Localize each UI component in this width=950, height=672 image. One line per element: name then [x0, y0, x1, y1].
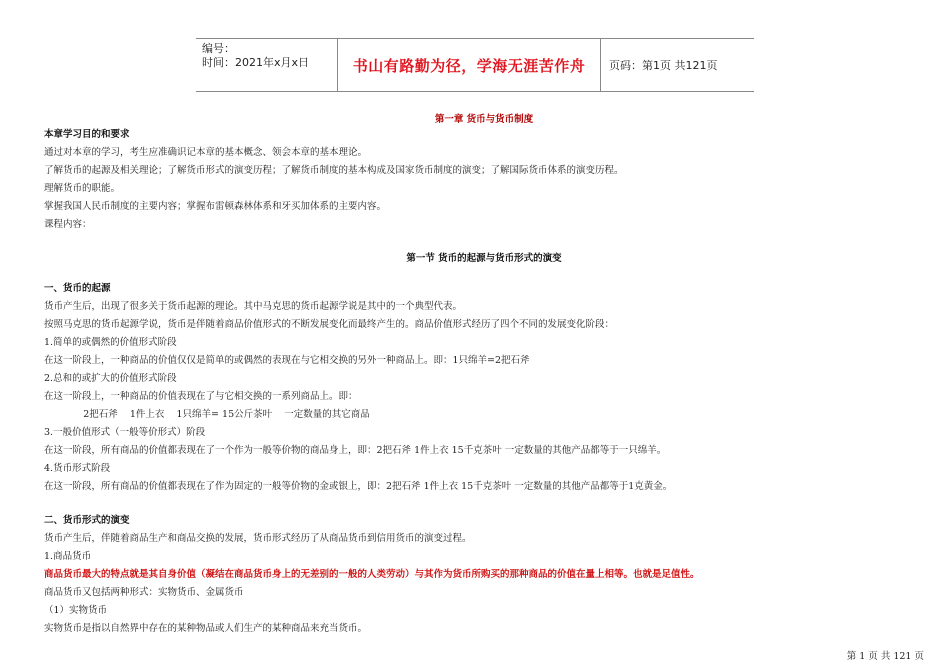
section-title: 第一节 货币的起源与货币形式的演变 [406, 253, 562, 264]
paragraph-line: 1.商品货币 [44, 551, 92, 562]
paragraph-line: （1）实物货币 [44, 605, 108, 616]
paragraph-line: 在这一阶段上，一种商品的价值表现在了与它相交换的一系列商品上。即： [44, 391, 358, 402]
paragraph-line: 在这一阶段上，一种商品的价值仅仅是简单的或偶然的表现在与它相交换的另外一种商品上。即：1只绵羊=2把石斧 [44, 355, 530, 366]
paragraph-line: 按照马克思的货币起源学说，货币是伴随着商品价值形式的不断发展变化而最终产生的。商品价值形式经历了四个不同的发展变化阶段： [44, 319, 615, 330]
intro-line: 理解货币的职能。 [44, 183, 121, 194]
paragraph-line: 在这一阶段，所有商品的价值都表现在了一个作为一般等价物的商品身上，即：2把石斧 1件上衣 15千克茶叶 一定数量的其他产品都等于一只绵羊。 [44, 445, 667, 456]
highlighted-line: 商品货币最大的特点就是其自身价值（凝结在商品货币身上的无差别的一般的人类劳动）与其作为货币所购买的那种商品的价值在量上相等。也就是足值性。 [44, 569, 700, 580]
paragraph-line: 2把石斧 1件上衣 1只绵羊= 15公斤茶叶 一定数量的其它商品 [44, 409, 370, 420]
intro-line: 了解货币的起源及相关理论；了解货币形式的演变历程；了解货币制度的基本构成及国家货币制度的演变；了解国际货币体系的演变历程。 [44, 165, 624, 176]
header-info-cell [196, 39, 338, 91]
paragraph-line: 实物货币是指以自然界中存在的某种物品或人们生产的某种商品来充当货币。 [44, 623, 368, 634]
header-number-label: 编号： [202, 42, 235, 55]
paragraph-line: 3.一般价值形式（一般等价形式）阶段 [44, 427, 206, 438]
goals-heading: 本章学习目的和要求 [44, 129, 130, 140]
header-time-label: 时间：2021年x月x日 [202, 56, 310, 69]
paragraph-line: 货币产生后，伴随着商品生产和商品交换的发展，货币形式经历了从商品货币到信用货币的演变过程。 [44, 533, 472, 544]
chapter-title: 第一章 货币与货币制度 [434, 114, 534, 125]
paragraph-line: 2.总和的或扩大的价值形式阶段 [44, 373, 177, 384]
part2-heading: 二、货币形式的演变 [44, 515, 130, 526]
intro-line: 通过对本章的学习，考生应准确识记本章的基本概念、领会本章的基本理论。 [44, 147, 368, 158]
paragraph-line: 商品货币又包括两种形式：实物货币、金属货币 [44, 587, 244, 598]
paragraph-line: 货币产生后，出现了很多关于货币起源的理论。其中马克思的货币起源学说是其中的一个典型代表。 [44, 301, 463, 312]
page-footer: 第 1 页 共 121 页 [846, 651, 924, 662]
paragraph-line: 4.货币形式阶段 [44, 463, 111, 474]
header-page-code: 页码：第1页 共121页 [609, 59, 718, 72]
intro-line: 掌握我国人民币制度的主要内容；掌握布雷顿森林体系和牙买加体系的主要内容。 [44, 201, 387, 212]
document-header [196, 38, 754, 92]
intro-line: 课程内容： [44, 219, 92, 230]
part1-heading: 一、货币的起源 [44, 283, 111, 294]
paragraph-line: 1.简单的或偶然的价值形式阶段 [44, 337, 177, 348]
paragraph-line: 在这一阶段，所有商品的价值都表现在了作为固定的一般等价物的金或银上，即：2把石斧 1件上衣 15千克茶叶 一定数量的其他产品都等于1克黄金。 [44, 481, 673, 492]
header-motto: 书山有路勤为径，学海无涯苦作舟 [338, 39, 601, 91]
